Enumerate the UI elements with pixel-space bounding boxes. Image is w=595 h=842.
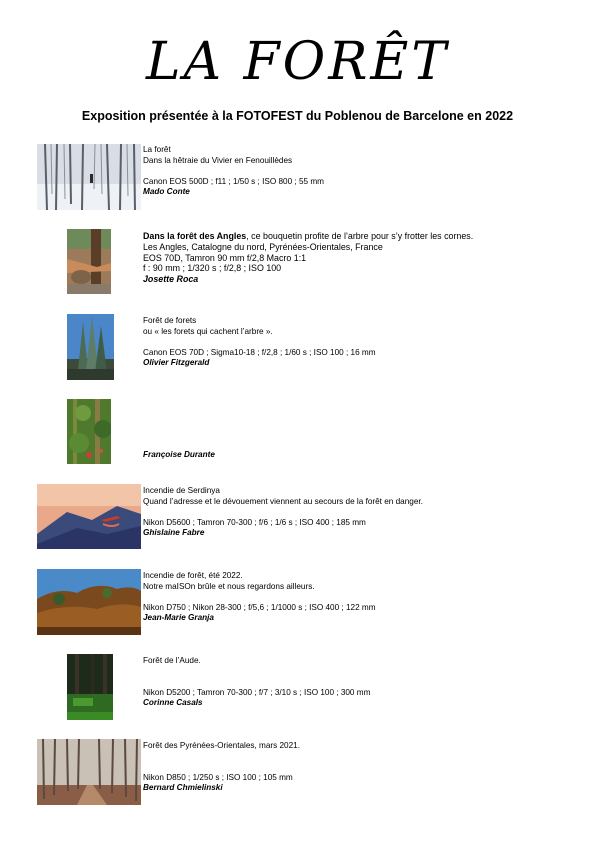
entry-title: Incendie de Serdinya xyxy=(143,486,220,495)
entry-text xyxy=(143,145,573,198)
entry-author: Olivier Fitzgerald xyxy=(143,358,210,368)
entry-title: Dans la forêt des Angles xyxy=(143,231,247,241)
entry-exif: Canon EOS 70D ; Sigma10-18 ; f/2,8 ; 1/60 s ; ISO 100 ; 16 mm xyxy=(143,347,376,357)
entry-title: Forêt des Pyrénées-Orientales, mars 2021. xyxy=(143,741,300,750)
entry-author: Ghislaine Fabre xyxy=(143,528,205,538)
entry-title: La forêt xyxy=(143,145,171,154)
entry-author: Bernard Chmielinski xyxy=(143,783,223,793)
firefighting-plane-photo xyxy=(37,484,141,549)
entry-text xyxy=(143,450,573,461)
entry-camera: EOS 70D, Tamron 90 mm f/2,8 Macro 1:1 xyxy=(143,252,307,263)
entry-author: Corinne Casals xyxy=(143,698,203,708)
entry-caption: , ce bouquetin profite de l’arbre pour s’y frotter les cornes. xyxy=(246,231,474,241)
entry-caption: Dans la hêtraie du Vivier en Fenouillèdes xyxy=(143,155,293,165)
green-undergrowth-photo xyxy=(67,399,111,464)
entry-exif: Nikon D750 ; Nikon 28-300 ; f/5,6 ; 1/1000 s ; ISO 400 ; 122 mm xyxy=(143,602,376,612)
page-title: LA FORÊT xyxy=(145,32,450,92)
entry-exif: Nikon D850 ; 1/250 s ; ISO 100 ; 105 mm xyxy=(143,772,293,782)
tree-towers-photo xyxy=(67,314,114,380)
entry-caption: Quand l’adresse et le dévouement viennent au secours de la forêt en danger. xyxy=(143,496,423,506)
entry-title: Forêt de forets xyxy=(143,316,197,325)
snowy-forest-photo xyxy=(37,144,141,210)
entry-text xyxy=(143,316,573,369)
entry-exif: Nikon D5600 ; Tamron 70-300 ; f/6 ; 1/6 s ; ISO 400 ; 185 mm xyxy=(143,517,366,527)
entry-exif: Nikon D5200 ; Tamron 70-300 ; f/7 ; 3/10 s ; ISO 100 ; 300 mm xyxy=(143,687,371,697)
entry-location: Les Angles, Catalogne du nord, Pyrénées-Orientales, France xyxy=(143,241,383,252)
entry-caption: Notre maISOn brûle et nous regardons ailleurs. xyxy=(143,581,315,591)
page-subtitle: Exposition présentée à la FOTOFEST du Poblenou de Barcelone en 2022 xyxy=(81,109,514,123)
entry-text xyxy=(143,231,573,285)
entry-author: Françoise Durante xyxy=(143,450,215,459)
entry-text xyxy=(143,571,573,624)
entry-exif: Canon EOS 500D ; f11 ; 1/50 s ; ISO 800 ; 55 mm xyxy=(143,176,324,186)
dark-green-forest-photo xyxy=(67,654,113,720)
burnt-hillside-photo xyxy=(37,569,141,635)
ibex-tree-photo xyxy=(67,229,111,294)
entry-text xyxy=(143,656,573,709)
entry-author: Jean-Marie Granja xyxy=(143,613,214,623)
entry-title: Incendie de forêt, été 2022. xyxy=(143,571,243,580)
entry-text xyxy=(143,486,573,539)
entry-title: Forêt de l’Aude. xyxy=(143,656,201,665)
entry-caption: ou « les forets qui cachent l’arbre ». xyxy=(143,326,273,336)
entry-author: Josette Roca xyxy=(143,274,199,285)
entry-author: Mado Conte xyxy=(143,187,190,197)
entry-exif: f : 90 mm ; 1/320 s ; f/2,8 ; ISO 100 xyxy=(143,263,282,274)
bare-trees-path-photo xyxy=(37,739,141,805)
entry-text xyxy=(143,741,573,794)
